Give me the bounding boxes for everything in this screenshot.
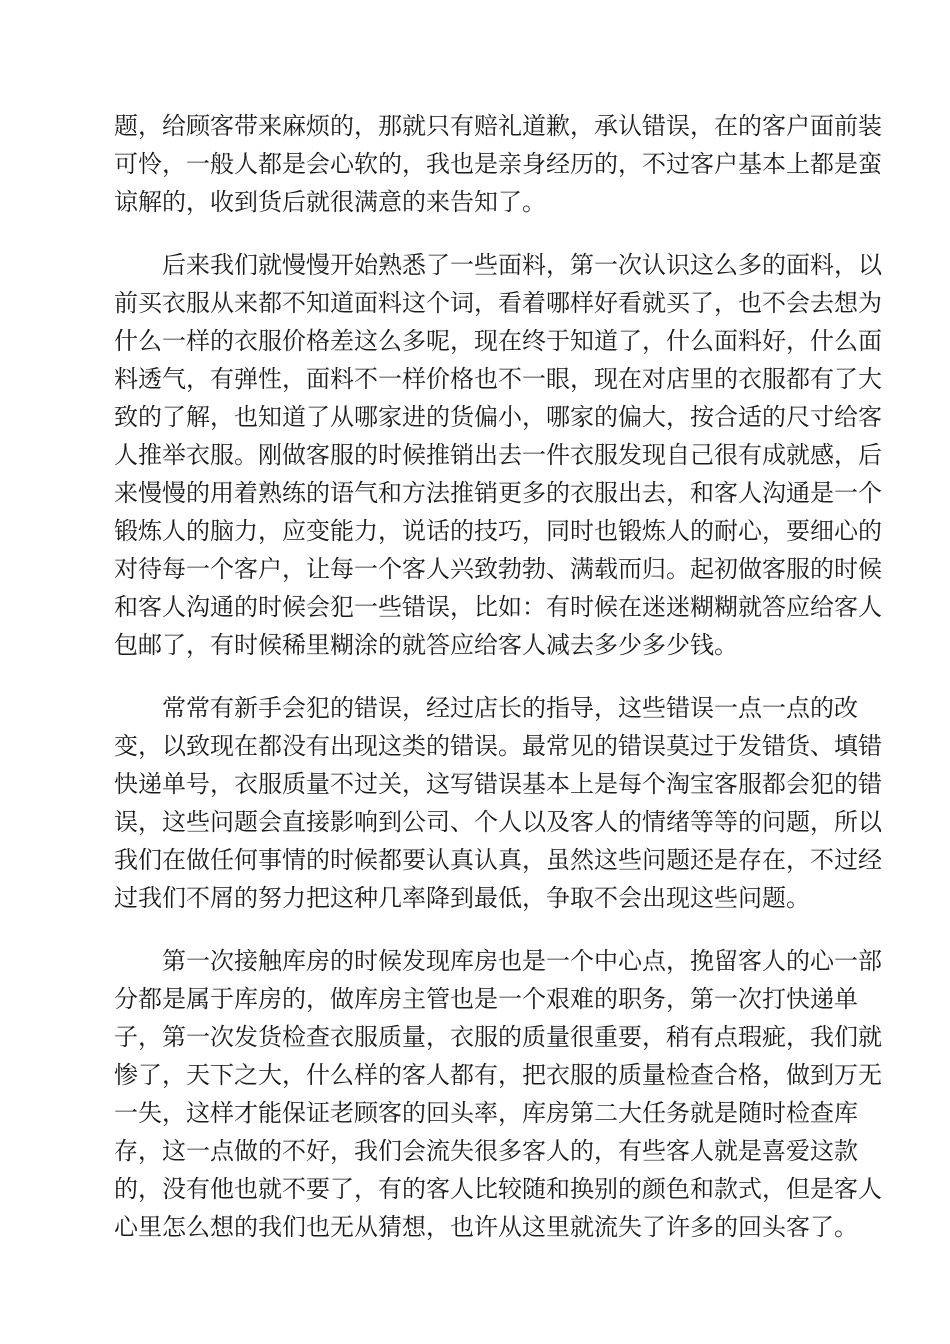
text-line: 人推举衣服。刚做客服的时候推销出去一件衣服发现自己很有成就感，后 [114,441,882,469]
text-line: 子，第一次发货检查衣服质量，衣服的质量很重要，稍有点瑕疵，我们就 [114,1023,882,1051]
text-line: 的，没有他也就不要了，有的客人比较随和换别的颜色和款式，但是客人 [114,1175,882,1203]
text-line: 第一次接触库房的时候发现库房也是一个中心点，挽留客人的心一部 [162,947,882,975]
text-line: 常常有新手会犯的错误，经过店长的指导，这些错误一点一点的改 [162,694,858,722]
text-line: 锻炼人的脑力，应变能力，说话的技巧，同时也锻炼人的耐心，要细心的 [114,517,882,545]
text-line: 我们在做任何事情的时候都要认真认真，虽然这些问题还是存在，不过经 [114,846,882,874]
paragraph-1 [114,107,882,221]
text-line: 前买衣服从来都不知道面料这个词，看着哪样好看就买了，也不会去想为 [114,289,882,317]
text-line: 包邮了，有时候稀里糊涂的就答应给客人减去多少多少钱。 [114,631,738,659]
text-line: 什么一样的衣服价格差这么多呢，现在终于知道了，什么面料好，什么面 [114,327,882,355]
paragraph-4 [114,942,882,1246]
text-line: 可怜，一般人都是会心软的，我也是亲身经历的，不过客户基本上都是蛮 [114,150,882,178]
text-line: 一失，这样才能保证老顾客的回头率，库房第二大任务就是随时检查库 [114,1099,858,1127]
text-line: 分都是属于库房的，做库房主管也是一个艰难的职务，第一次打快递单 [114,985,858,1013]
text-line: 对待每一个客户，让每一个客人兴致勃勃、满载而归。起初做客服的时候 [114,555,882,583]
text-line: 后来我们就慢慢开始熟悉了一些面料，第一次认识这么多的面料，以 [162,251,882,279]
text-line: 变，以致现在都没有出现这类的错误。最常见的错误莫过于发错货、填错 [114,732,882,760]
text-line: 致的了解，也知道了从哪家进的货偏小，哪家的偏大，按合适的尺寸给客 [114,403,882,431]
text-line: 快递单号，衣服质量不过关，这写错误基本上是每个淘宝客服都会犯的错 [114,770,882,798]
paragraph-3 [114,689,882,917]
text-line: 存，这一点做的不好，我们会流失很多客人的，有些客人就是喜爱这款 [114,1137,858,1165]
text-line: 心里怎么想的我们也无从猜想，也许从这里就流失了许多的回头客了。 [114,1213,858,1241]
text-line: 惨了，天下之大，什么样的客人都有，把衣服的质量检查合格，做到万无 [114,1061,882,1089]
paragraph-2 [114,246,882,664]
text-line: 料透气，有弹性，面料不一样价格也不一眼，现在对店里的衣服都有了大 [114,365,882,393]
text-line: 题，给顾客带来麻烦的，那就只有赔礼道歉，承认错误，在的客户面前装 [114,112,882,140]
text-line: 谅解的，收到货后就很满意的来告知了。 [114,188,546,216]
text-line: 过我们不屑的努力把这种几率降到最低，争取不会出现这些问题。 [114,884,810,912]
text-line: 和客人沟通的时候会犯一些错误，比如：有时候在迷迷糊糊就答应给客人 [114,593,882,621]
text-line: 来慢慢的用着熟练的语气和方法推销更多的衣服出去，和客人沟通是一个 [114,479,882,507]
document-body [114,107,882,1271]
text-line: 误，这些问题会直接影响到公司、个人以及客人的情绪等等的问题，所以 [114,808,882,836]
